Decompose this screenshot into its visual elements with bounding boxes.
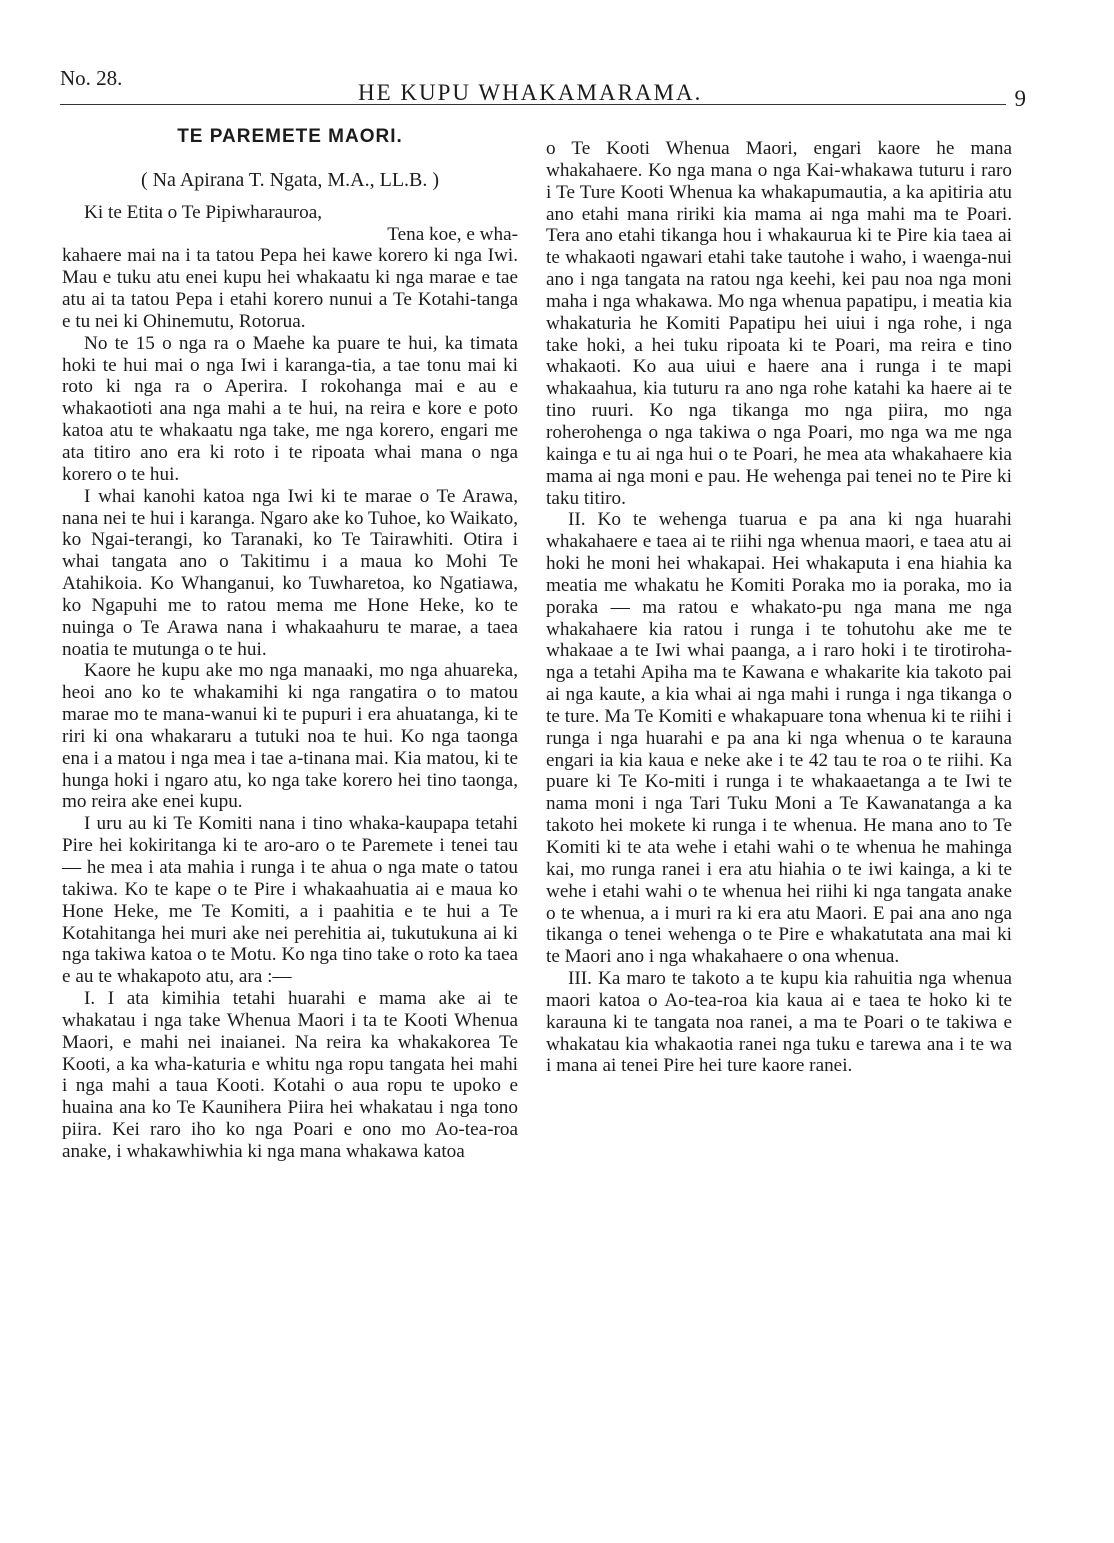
paragraph: I whai kanohi katoa nga Iwi ki te marae o Te Arawa, nana nei te hui i karanga. Ngaro ake ko Tuhoe, ko Waikato, ko Ngai-terangi, ko Taranaki, ko Te Tairawhiti. Otira i whai tangata ano o Takitimu i a maua ko Mohi Te Atahikoia. Ko Whanganui, ko Tuwharetoa, ko Ngatiawa, ko Ngapuhi me to ratou mema me Hone Heke, ko te nuinga o Te Arawa nana i whakaahuru te marae, a taea noatia te mutunga o te hui.	[62, 485, 518, 660]
byline: ( Na Apirana T. Ngata, M.A., LL.B. )	[140, 168, 440, 191]
paragraph: kahaere mai na i ta tatou Pepa hei kawe korero ki nga Iwi. Mau e tuku atu enei kupu hei whakaatu ki nga marae e tae atu ai ta tatou Pepa i etahi korero nunui a Te Kotahi-tanga e tu nei ki Ohinemutu, Rotorua.	[62, 245, 518, 332]
paragraph: o Te Kooti Whenua Maori, engari kaore he mana whakahaere. Ko nga mana o nga Kai-whakawa tuturu i raro i Te Ture Kooti Whenua ka whakapumautia, a ka apitiria atu ano etahi mana ririki kia mama ai nga mahi ma te Poari. Tera ano etahi tikanga hou i whakaurua ki te Pire kia taea ai te whakaoti ngawari etahi take tautohe i waho, i waenga-nui ano i nga tangata na ratou nga keehi, kei pau noa nga moni maha i nga whakawa. Mo nga whenua papatipu, i meatia kia whakaturia he Komiti Papatipu hei uiui i nga rohe, i nga take hoki, a hei tuku ripoata ki te Poari, ma reira e tino whakaoti. Ko aua uiui e haere ana i runga i te mapi whakaahua, kia tuturu ra ano nga rohe katahi ka haere ai te tino ruuri. Ko nga tikanga mo nga piira, mo nga roherohenga o nga takiwa o nga Poari, mo nga wa me nga kainga e tu ai nga hui o te Poari, he mea ata whakahaere kia mama ai nga moni e pau. He wehenga pai tenei no te Pire ki taku titiro.	[546, 138, 1012, 509]
page-number: 9	[1014, 86, 1026, 111]
paragraph: I. I ata kimihia tetahi huarahi e mama ake ai te whakatau i nga take Whenua Maori i ta te Kooti Whenua Maori, e mahi nei inaianei. Na reira ka whakakorea Te Kooti, a ka wha-katuria e whitu nga ropu tangata hei mahi i nga mahi a taua Kooti. Kotahi o aua ropu te upoko e huaina ana ko Te Kaunihera Piira hei whakatau i nga tono piira. Kei raro iho ko nga Poari e ono mo Ao-tea-roa anake, i whakawhiwhia ki nga mana whakawa katoa	[62, 988, 518, 1162]
paragraph: II. Ko te wehenga tuarua e pa ana ki nga huarahi whakahaere e taea ai te riihi nga whenua maori, e taea atu ai hoki he moni hei whakapai. Hei whakaputa i ena hiahia ka meatia me whakatu he Komiti Poraka mo ia poraka, mo ia poraka — ma ratou e whakato-pu nga mana me nga whakahaere kia ratou i runga i te tohutohu ake me te whakaae a te Iwi whai paanga, a i raro hoki i te tirotiroha-nga a tetahi Apiha ma te Kawana e whakarite kia takoto pai ai nga kaute, a kia whai ai nga mahi i runga i nga tikanga o te ture. Ma Te Komiti e whakapuare tona whenua ki te riihi i runga i nga huarahi e pa ana ki nga whenua o te karauna engari ia kia kaua e neke ake i te 42 tau te roa o te riihi. Ka puare ki Te Ko-miti i runga i te whakaaetanga a te Iwi te nama moni i nga Tari Tuku Moni a Te Kawanatanga a ka takoto hei mokete ki runga i te whenua. He mana ano to Te Komiti ki te ata wehe i etahi wahi o te whenua he mahinga kai, mo runga ranei i era atu hiahia o te iwi kainga, a ki te wehe i etahi wahi o te whenua hei riihi ki nga tangata anake o te whenua, a i muri ra ki era atu Maori. E pai ana ano nga tikanga o tenei wehenga o te Pire e whakatutata ana mai ki te Maori ano i nga whakahaere o ona whenua.	[546, 509, 1012, 968]
left-column	[62, 120, 518, 1163]
issue-number: No. 28.	[60, 66, 123, 90]
paragraph: Kaore he kupu ake mo nga manaaki, mo nga ahuareka, heoi ano ko te whakamihi ki nga rangatira o to matou marae mo te mana-wanui ki te pupuri i era ahuatanga, ki te riri ki ona whakararu a tutuki noa te hui. Ko nga taonga ena i a matou i nga mea i tae a-tinana mai. Kia matou, ki te hunga hoki i ngaro atu, ko nga take korero hei tino taonga, mo reira ake enei kupu.	[62, 660, 518, 813]
salutation: Ki te Etita o Te Pipiwharauroa,	[84, 201, 323, 223]
header-rule	[60, 104, 1006, 105]
paragraph: No te 15 o nga ra o Maehe ka puare te hui, ka timata hoki te hui mai o nga Iwi i karanga-tia, a tae tonu mai ki roto ki nga ra o Aperira. I rokohanga mai e au e whakaotioti ana nga mahi a te hui, na reira e kore e poto katoa atu te whakaatu nga take, me nga korero, engari me ata titiro ano era ki roto i te ripoata whai mana o nga korero o te hui.	[62, 332, 518, 485]
right-column	[546, 138, 1012, 1077]
page-header	[60, 66, 1026, 111]
paragraph: I uru au ki Te Komiti nana i tino whaka-kaupapa tetahi Pire hei kokiritanga ki te aro-aro o te Paremete i tenei tau — he mea i ata mahia i runga i te ahua o nga mate o tatou takiwa. Ko te kape o te Pire i whakaahuatia ai e maua ko Hone Heke, me Te Komiti, a i paahitia e te hui a Te Kotahitanga hei muri ake nei perehitia ai, tukutukuna ai ki nga takiwa katoa o te Motu. Ko nga tino take o roto ka taea e au te whakapoto atu, ara :—	[62, 813, 518, 988]
greeting: Tena koe, e wha-	[387, 223, 518, 245]
paragraph: III. Ka maro te takoto a te kupu kia rahuitia nga whenua maori katoa o Ao-tea-roa kia kaua ai e taea te hoko ki te karauna ki te tangata noa ranei, a ma te Poari o te takiwa e whakatau kia whakaotia ranei nga tuku e tarewa ana i te wa i mana ai tenei Pire hei ture kaore ranei.	[546, 968, 1012, 1077]
publication-title: HE KUPU WHAKAMARAMA.	[358, 80, 703, 105]
article-title: TE PAREMETE MAORI.	[177, 126, 403, 147]
